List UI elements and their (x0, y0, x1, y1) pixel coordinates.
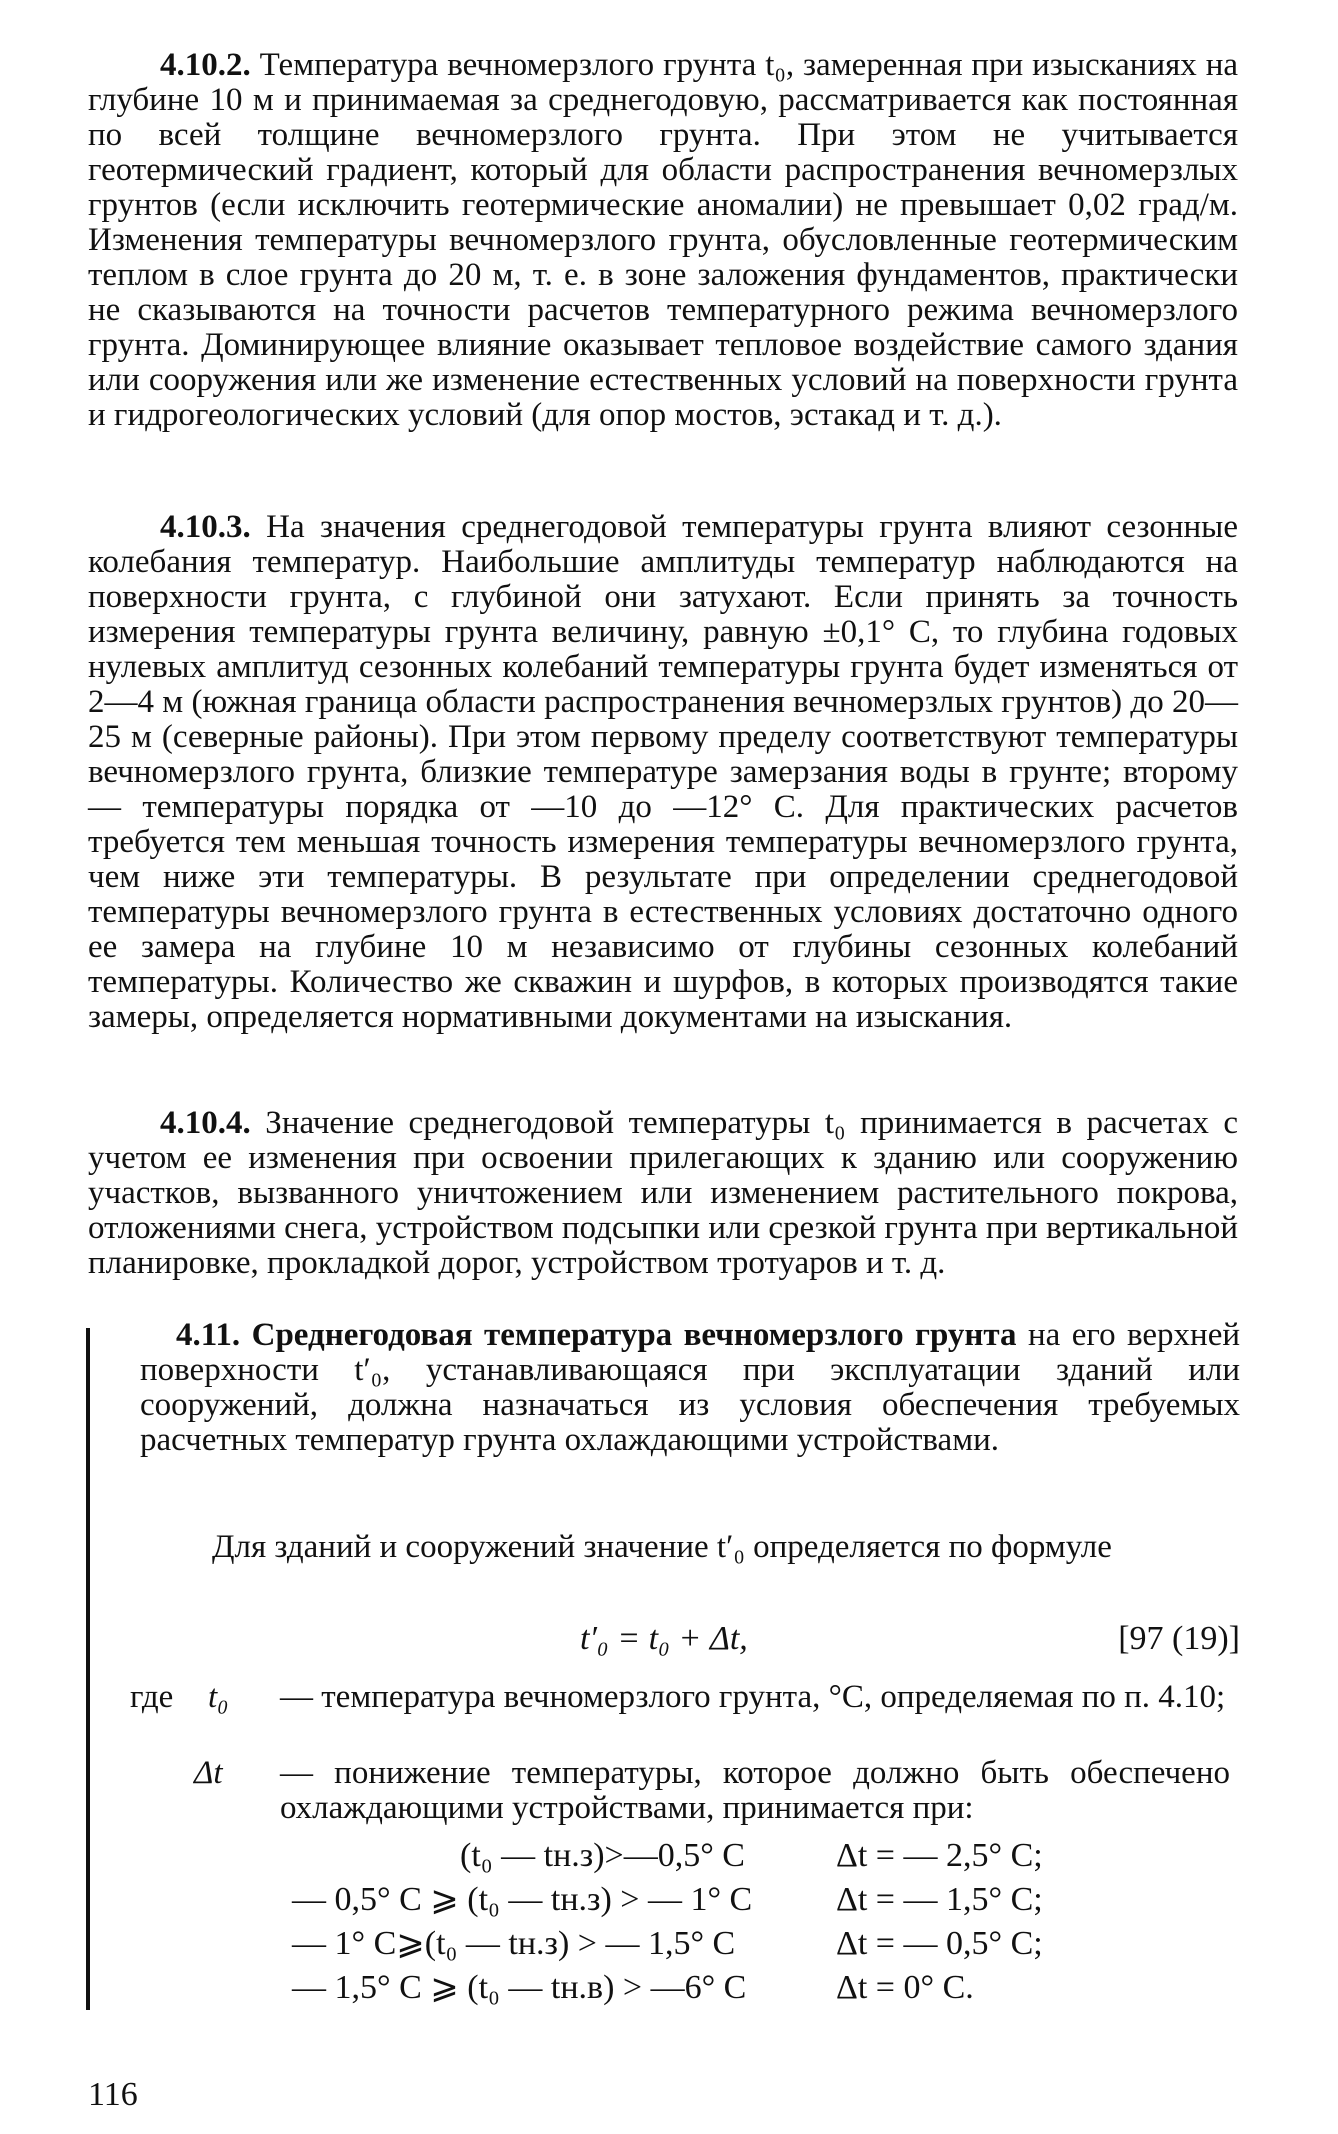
paragraph-formula-intro (140, 1530, 1240, 1565)
page-number: 116 (88, 2076, 138, 2113)
condition-range: — 1,5° С ⩾ (t₀ — tн.в) > —6° С (292, 1969, 747, 2006)
condition-delta: Δt = — 2,5° С; (836, 1837, 1043, 1874)
formula-number: [97 (19)] (1118, 1620, 1240, 1657)
condition-1-value (836, 1836, 1043, 1876)
paragraph-4-11 (140, 1318, 1240, 1458)
formula-row (140, 1620, 1240, 1664)
paragraph-text: Значение среднегодовой температуры t₀ принимается в расчетах с учетом ее изменения при освоении прилегающих к зданию или сооружению участков, вызванного уничтожением или изменением растительного покрова, отложениями снега, устройством подсыпки или срезкой грунта при вертикальной планировке, прокладкой дорог, устройством тротуаров и т. д. (88, 1105, 1238, 1281)
formula-expression: t′₀ = t₀ + Δt, (580, 1620, 748, 1657)
condition-range: (t₀ — tн.з)>—0,5° С (460, 1837, 745, 1874)
paragraph-text: Для зданий и сооружений значение t′₀ определяется по формуле (212, 1529, 1112, 1565)
dt-description: — понижение температуры, которое должно быть обеспечено охлаждающими устройствами, принимается при: (280, 1755, 1230, 1826)
t0-description: — температура вечномерзлого грунта, °С, определяемая по п. 4.10; (280, 1679, 1226, 1715)
section-number: 4.10.2. (160, 47, 251, 83)
paragraph-text: на его верхней поверхности t′₀, устанавливающаяся при эксплуатации зданий или сооружений, должна назначаться из условия обеспечения требуемых расчетных температур грунта охлаждающими устройствами. (140, 1317, 1241, 1458)
section-heading: 4.11. Среднегодовая температура вечномерзлого грунта (176, 1317, 1017, 1353)
paragraph-4-10-2 (88, 48, 1238, 433)
paragraph-text: На значения среднегодовой температуры грунта влияют сезонные колебания температур. Наибольшие амплитуды температур наблюдаются на поверхности грунта, с глубиной они затухают. Если принять за точность измерения температуры грунта величину, равную ±0,1° С, то глубина годовых нулевых амплитуд сезонных колебаний температуры грунта будет изменяться от 2—4 м (южная граница области распространения вечномерзлых грунтов) до 20—25 м (северные районы). При этом первому пределу соответствуют температуры вечномерзлого грунта, близкие температуре замерзания воды в грунте; второму — температуры порядка от —10 до —12° С. Для практических расчетов требуется тем меньшая точность измерения температуры вечномерзлого грунта, чем ниже эти температуры. В результате при определении среднегодовой температуры вечномерзлого грунта в естественных условиях достаточно одного ее замера на глубине 10 м независимо от глубины сезонных колебаний температуры. Количество же скважин и шурфов, в которых производятся такие замеры, определяется нормативными документами на изыскания. (88, 509, 1239, 1035)
paragraph-4-10-3 (88, 510, 1238, 1035)
condition-3-value (836, 1924, 1043, 1964)
paragraph-4-10-4 (88, 1106, 1238, 1281)
condition-2 (292, 1880, 752, 1920)
where-dt-symbol (194, 1756, 223, 1791)
paragraph-text: Температура вечномерзлого грунта t₀, замеренная при изысканиях на глубине 10 м и принимаемая за среднегодовую, рассматривается как постоянная по всей толщине вечномерзлого грунта. При этом не учитывается геотермический градиент, который для области распространения вечномерзлых грунтов (если исключить геотермические аномалии) не превышает 0,02 град/м. Изменения температуры вечномерзлого грунта, обусловленные геотермическим теплом в слое грунта до 20 м, т. е. в зоне заложения фундаментов, практически не сказываются на точности расчетов температурного режима вечномерзлого грунта. Доминирующее влияние оказывает тепловое воздействие самого здания или сооружения или же изменение естественных условий на поверхности грунта и гидрогеологических условий (для опор мостов, эстакад и т. д.). (88, 47, 1238, 433)
condition-range: — 1° С⩾(t₀ — tн.з) > — 1,5° С (292, 1925, 736, 1962)
dt-symbol: Δt (194, 1755, 223, 1791)
condition-4-value (836, 1968, 974, 2008)
where-t0-desc (280, 1680, 1230, 1715)
condition-3 (292, 1924, 735, 1964)
section-number: 4.10.3. (160, 509, 251, 545)
condition-4 (292, 1968, 746, 2008)
where-dt-desc (280, 1756, 1230, 1826)
where-lead (130, 1680, 173, 1715)
condition-delta: Δt = — 0,5° С; (836, 1925, 1043, 1962)
t0-symbol: t₀ (208, 1679, 229, 1715)
section-number: 4.10.4. (160, 1105, 251, 1141)
where-t0-symbol (208, 1680, 229, 1715)
condition-range: — 0,5° С ⩾ (t₀ — tн.з) > — 1° С (292, 1881, 753, 1918)
where-word: где (130, 1679, 174, 1715)
condition-delta: Δt = — 1,5° С; (836, 1881, 1043, 1918)
condition-2-value (836, 1880, 1043, 1920)
margin-change-bar (86, 1328, 90, 2010)
condition-delta: Δt = 0° С. (836, 1969, 974, 2006)
condition-1 (460, 1836, 745, 1876)
